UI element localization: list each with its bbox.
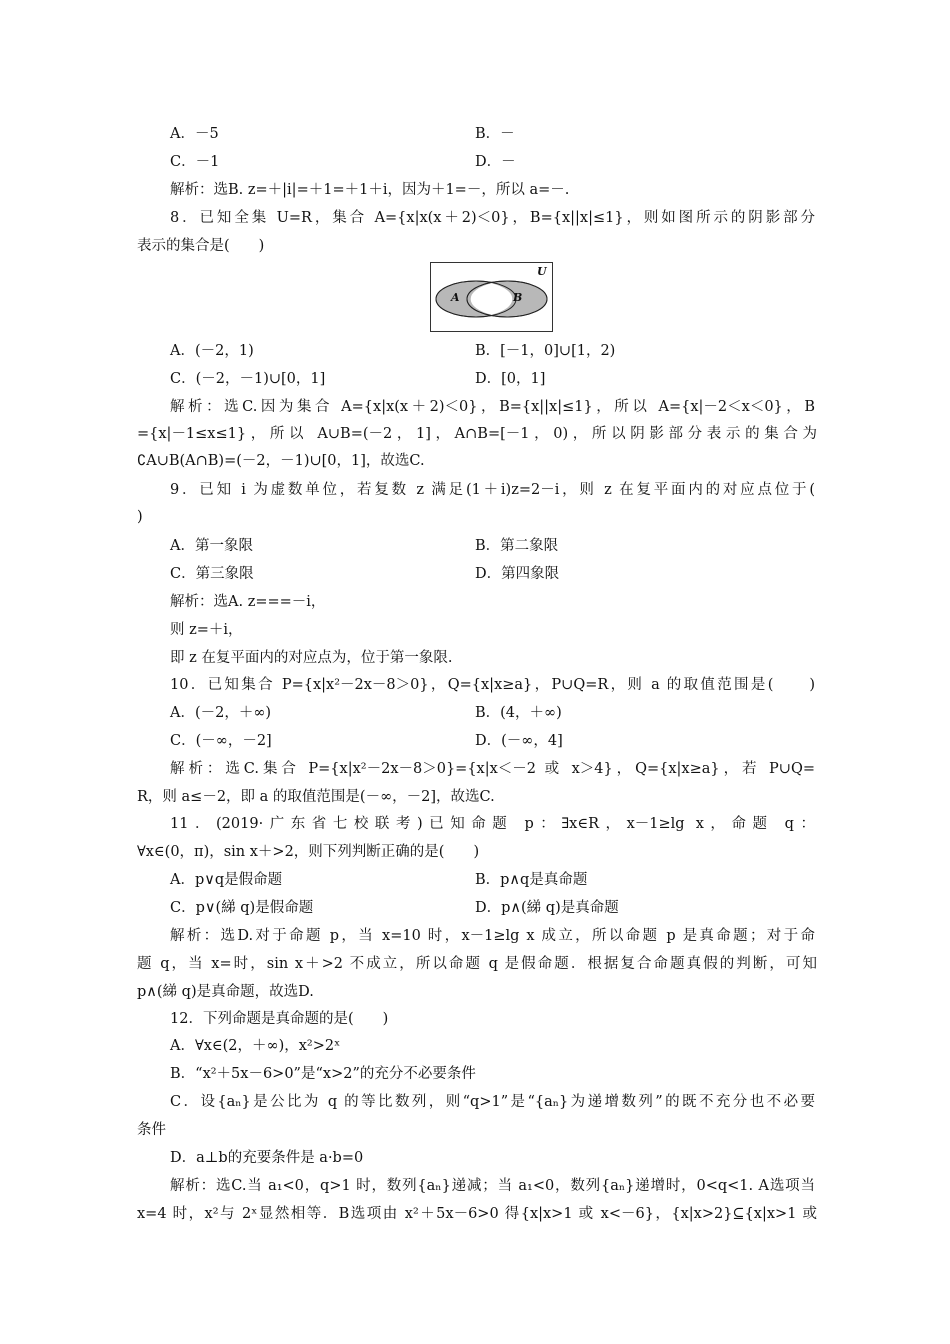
venn-diagram-svg — [431, 263, 552, 331]
q10-solution-line-2: R，则 a≤－2，即 a 的取值范围是(－∞，－2]，故选C. — [137, 789, 495, 805]
q10-option-d: D．(－∞，4] — [475, 733, 563, 749]
venn-diagram — [430, 262, 553, 332]
q12-option-c-line-2: 条件 — [137, 1122, 166, 1138]
q9-option-a: A．第一象限 — [170, 538, 253, 554]
q12-option-c-line-1: C．设{aₙ}是公比为 q 的等比数列，则“q>1”是“{aₙ}为递增数列”的既不充分也不必要 — [170, 1094, 815, 1110]
q11-stem-line-1: 11．(2019·广东省七校联考)已知命题 p：∃x∈R，x－1≥lg x，命题 q： — [170, 816, 815, 832]
q9-option-c: C．第三象限 — [170, 566, 254, 582]
q9-stem-line-2: ) — [137, 509, 143, 525]
q10-option-b: B．(4，＋∞) — [475, 705, 562, 721]
q12-option-d: D．a⊥b的充要条件是 a·b=0 — [170, 1150, 364, 1166]
q12-solution-line-1: 解析：选C.当 a₁<0，q>1 时，数列{aₙ}递减；当 a₁<0，数列{aₙ}递增时，0<q<1. A选项当 — [170, 1178, 815, 1194]
venn-label-u: U — [537, 265, 547, 278]
q12-option-a: A．∀x∈(2，＋∞)，x²>2ˣ — [170, 1038, 341, 1054]
q12-solution-line-2: x=4 时，x²与 2ˣ显然相等．B选项由 x²＋5x－6>0 得{x|x>1 或 x<－6}，{x|x>2}⊆{x|x>1 或 — [137, 1206, 817, 1222]
q8-option-c: C．(－2，－1)∪[0，1] — [170, 371, 326, 387]
q9-solution-line-1: 解析：选A. z===－i， — [170, 594, 326, 610]
q7-solution: 解析：选B. z=＋|i|=＋1=＋1＋i，因为＋1=－，所以 a=－. — [170, 182, 570, 198]
q7-option-c: C．－1 — [170, 154, 220, 170]
q8-solution-line-3: ∁A∪B(A∩B)=(－2，－1)∪[0，1]，故选C. — [137, 453, 425, 469]
q8-stem-line-2: 表示的集合是( ) — [137, 238, 265, 254]
q8-option-b: B．[－1，0]∪[1，2) — [475, 343, 616, 359]
q11-option-a: A．p∨q是假命题 — [170, 872, 283, 888]
q10-solution-line-1: 解析：选C.集合 P={x|x²－2x－8＞0}={x|x＜－2 或 x＞4}，Q={x|x≥a}，若 P∪Q= — [170, 761, 815, 777]
q7-option-a: A．－5 — [170, 126, 219, 142]
q11-option-c: C．p∨(綈 q)是假命题 — [170, 900, 314, 916]
q11-solution-line-2: 题 q，当 x=时，sin x＋>2 不成立，所以命题 q 是假命题．根据复合命题真假的判断，可知 — [137, 956, 817, 972]
q10-option-a: A．(－2，＋∞) — [170, 705, 272, 721]
q9-option-b: B．第二象限 — [475, 538, 559, 554]
q9-solution-line-3: 即 z 在复平面内的对应点为，位于第一象限. — [170, 650, 453, 666]
q8-stem-line-1: 8．已知全集 U=R，集合 A={x|x(x＋2)＜0}，B={x||x|≤1}，则如图所示的阴影部分 — [170, 210, 815, 226]
q12-stem: 12．下列命题是真命题的是( ) — [170, 1011, 389, 1027]
q8-solution-line-2: ={x|－1≤x≤1}，所以 A∪B=(－2，1]，A∩B=[－1，0)，所以阴影部分表示的集合为 — [137, 426, 817, 442]
q8-option-d: D．[0，1] — [475, 371, 546, 387]
q7-option-b: B．－ — [475, 126, 515, 142]
q8-solution-line-1: 解析：选C.因为集合 A={x|x(x＋2)＜0}，B={x||x|≤1}，所以 A={x|－2＜x＜0}，B — [170, 399, 815, 415]
q10-option-c: C．(－∞，－2] — [170, 733, 272, 749]
q8-option-a: A．(－2，1) — [170, 343, 254, 359]
q12-option-b: B．“x²＋5x－6>0”是“x>2”的充分不必要条件 — [170, 1066, 476, 1082]
q9-option-d: D．第四象限 — [475, 566, 560, 582]
q9-solution-line-2: 则 z=＋i， — [170, 622, 243, 638]
venn-label-b: B — [513, 291, 523, 304]
q10-stem: 10．已知集合 P={x|x²－2x－8＞0}，Q={x|x≥a}，P∪Q=R，则 a 的取值范围是( ) — [170, 677, 815, 693]
venn-label-a: A — [451, 291, 460, 304]
q7-option-d: D．－ — [475, 154, 516, 170]
q9-stem-line-1: 9．已知 i 为虚数单位，若复数 z 满足(1＋i)z=2－i，则 z 在复平面内的对应点位于( — [170, 482, 815, 498]
q11-stem-line-2: ∀x∈(0，π)，sin x＋>2，则下列判断正确的是( ) — [137, 844, 480, 860]
q11-solution-line-1: 解析：选D.对于命题 p，当 x=10 时，x－1≥lg x 成立，所以命题 p 是真命题；对于命 — [170, 928, 815, 944]
q11-solution-line-3: p∧(綈 q)是真命题，故选D. — [137, 984, 314, 1000]
q11-option-d: D．p∧(綈 q)是真命题 — [475, 900, 619, 916]
q11-option-b: B．p∧q是真命题 — [475, 872, 588, 888]
